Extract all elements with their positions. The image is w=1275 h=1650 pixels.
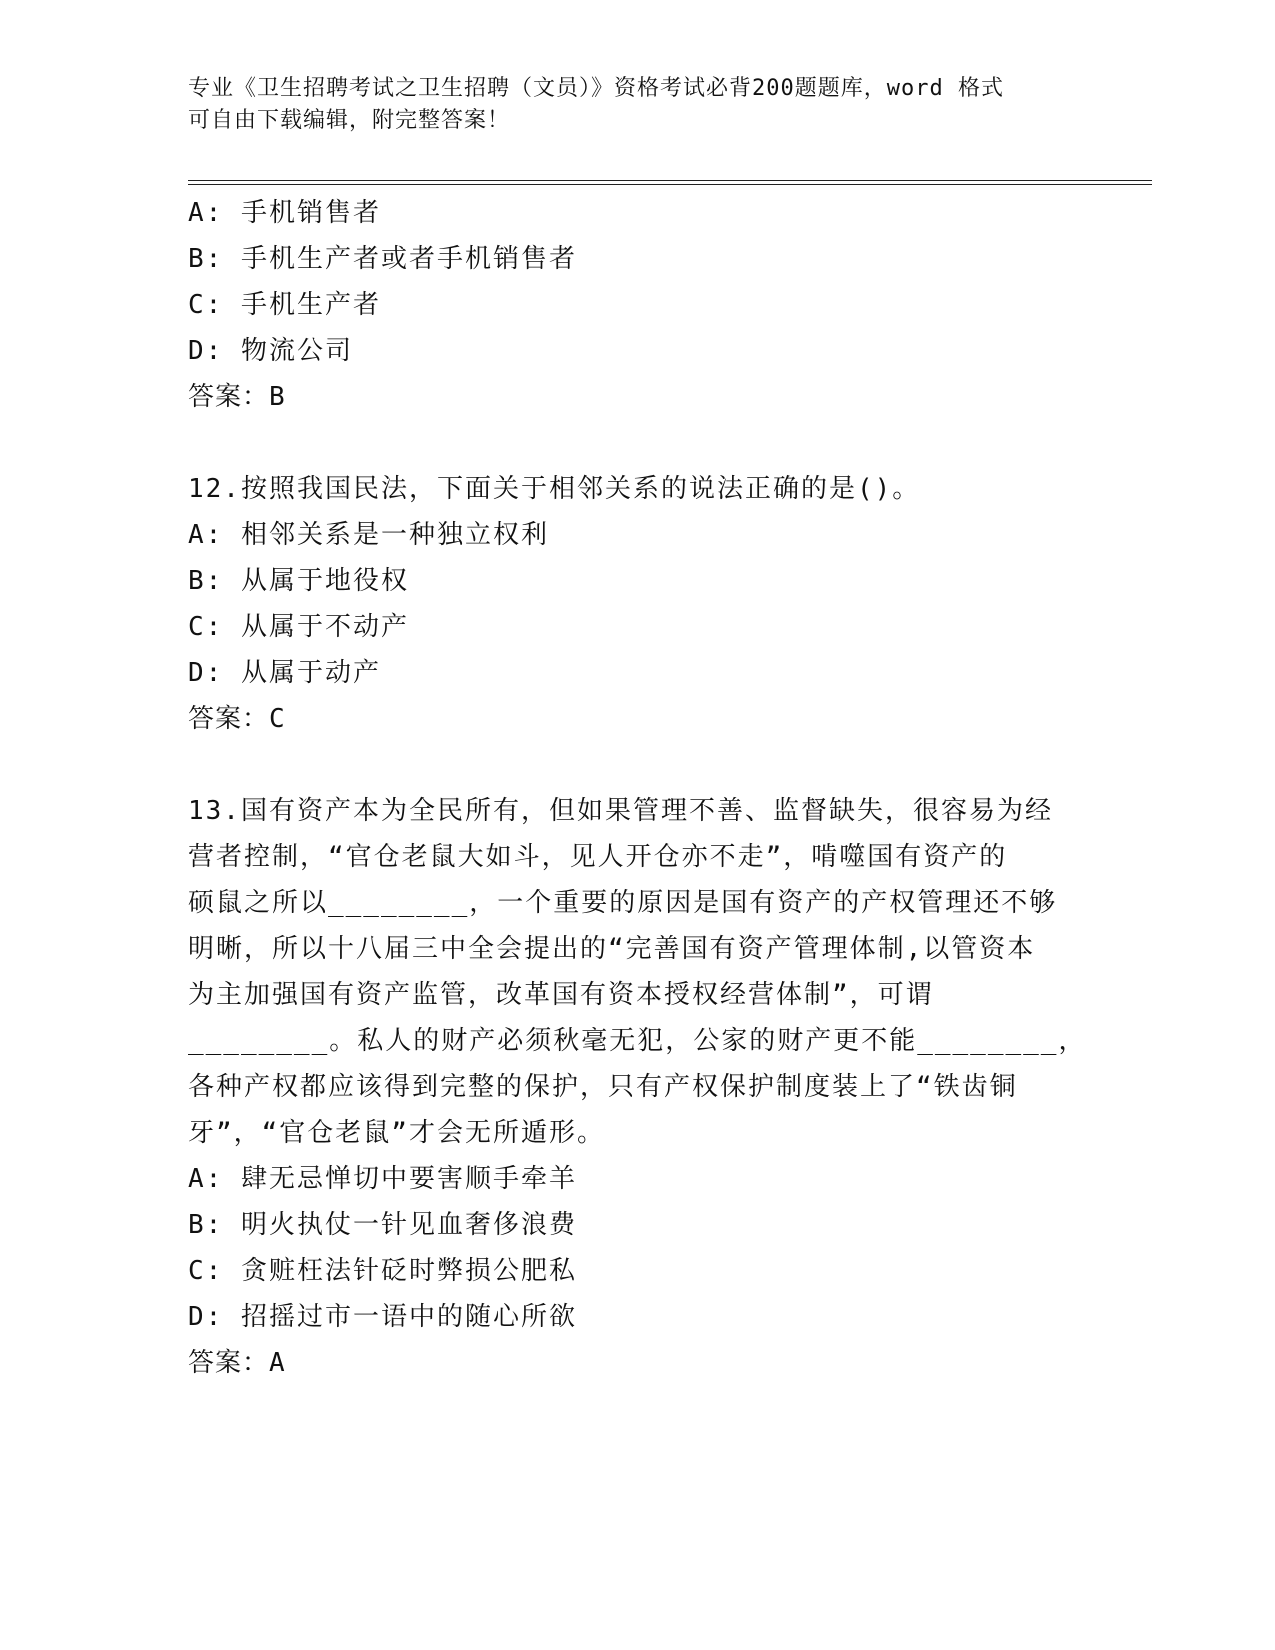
answer-value: C <box>269 704 286 734</box>
header-line-2: 可自由下载编辑，附完整答案！ <box>188 108 511 133</box>
option-c: C: 从属于不动产 <box>188 612 409 642</box>
option-b: B: 从属于地役权 <box>188 566 409 596</box>
option-d: D: 招摇过市一语中的随心所欲 <box>188 1302 577 1332</box>
option-a: A: 手机销售者 <box>188 198 381 228</box>
stem-line: 明晰，所以十八届三中全会提出的“完善国有资产管理体制,以管资本 <box>188 934 1036 964</box>
answer-label: 答案： <box>188 382 270 412</box>
question-13 <box>188 788 1087 1386</box>
option-c: C: 手机生产者 <box>188 290 381 320</box>
stem-line: 为主加强国有资产监管，改革国有资本授权经营体制”，可谓 <box>188 980 934 1010</box>
question-content <box>188 190 1087 1386</box>
answer-line <box>188 374 1078 420</box>
question-stem: 12.按照我国民法，下面关于相邻关系的说法正确的是()。 <box>188 474 921 504</box>
answer-line <box>188 1340 1078 1386</box>
question-11 <box>188 190 1078 420</box>
header-line-1: 专业《卫生招聘考试之卫生招聘（文员）》资格考试必背200题题库，word 格式 <box>188 76 1004 101</box>
header-divider-top <box>188 180 1152 181</box>
option-b: B: 明火执仗一针见血奢侈浪费 <box>188 1210 577 1240</box>
option-c: C: 贪赃枉法针砭时弊损公肥私 <box>188 1256 577 1286</box>
option-a: A: 相邻关系是一种独立权利 <box>188 520 549 550</box>
answer-line <box>188 696 1078 742</box>
option-d: D: 物流公司 <box>188 336 353 366</box>
question-stem <box>188 788 1087 1156</box>
question-12 <box>188 466 1078 742</box>
answer-label: 答案： <box>188 1348 270 1378</box>
answer-value: A <box>269 1348 286 1378</box>
option-d: D: 从属于动产 <box>188 658 381 688</box>
option-b: B: 手机生产者或者手机销售者 <box>188 244 577 274</box>
option-a: A: 肆无忌惮切中要害顺手牵羊 <box>188 1164 577 1194</box>
stem-line: 硕鼠之所以________，一个重要的原因是国有资产的产权管理还不够 <box>188 888 1058 918</box>
stem-line: 13.国有资产本为全民所有，但如果管理不善、监督缺失，很容易为经 <box>188 796 1053 826</box>
answer-label: 答案： <box>188 704 270 734</box>
header-divider-bottom <box>188 184 1152 185</box>
page-header <box>188 73 1088 137</box>
answer-value: B <box>269 382 286 412</box>
stem-line: 各种产权都应该得到完整的保护，只有产权保护制度装上了“铁齿铜 <box>188 1072 1018 1102</box>
stem-line: 牙”，“官仓老鼠”才会无所遁形。 <box>188 1118 605 1148</box>
stem-line: 营者控制，“官仓老鼠大如斗，见人开仓亦不走”，啃噬国有资产的 <box>188 842 1008 872</box>
stem-line: ________。私人的财产必须秋毫无犯，公家的财产更不能________， <box>188 1026 1087 1056</box>
